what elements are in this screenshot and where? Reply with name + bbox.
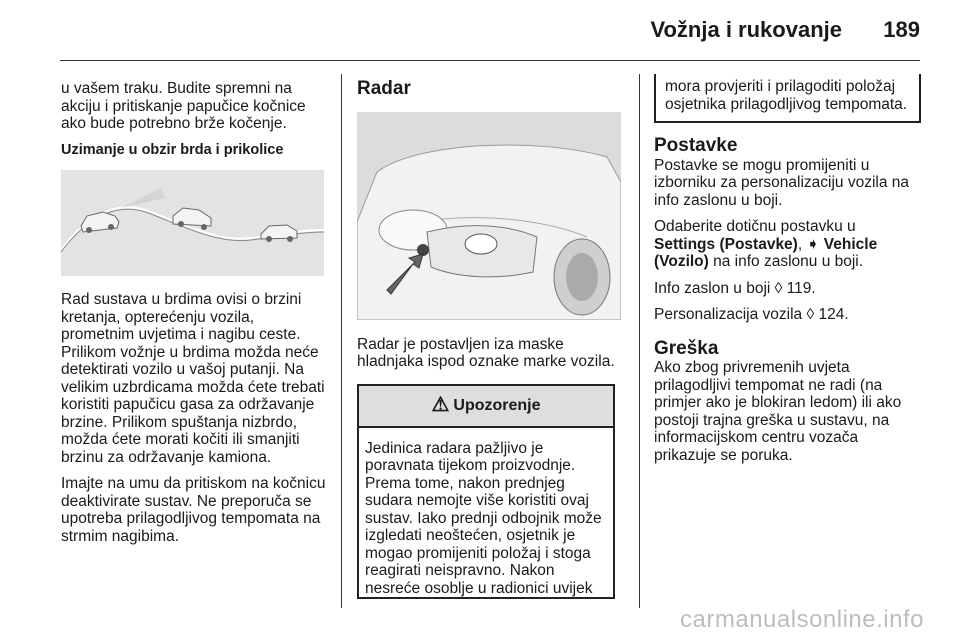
column-2 — [357, 80, 625, 599]
brake-paragraph: Imajte na umu da pritiskom na kočnicu deaktivirate sustav. Ne preporuča se upotreba prilagodljivog tempomata na strmim nagibima. — [61, 475, 326, 545]
car-3-icon — [261, 225, 297, 242]
column-1 — [61, 80, 327, 554]
car-front-graphic — [357, 112, 621, 320]
warning-box-continuation: mora provjeriti i prilagoditi položaj osjetnika prilagodljivog tempomata. — [654, 74, 921, 123]
header-divider — [60, 60, 920, 61]
page-number: 189 — [883, 17, 920, 42]
radar-heading: Radar — [357, 78, 411, 99]
settings-paragraph-2: Odaberite dotičnu postavku u Settings (Postavke), ➧ Vehicle (Vozilo) na info zaslonu u boji. — [654, 218, 878, 270]
warning-triangle-icon: ⚠ — [431, 393, 450, 416]
page-header — [0, 0, 960, 60]
hills-subheading: Uzimanje u obzir brda i prikolice — [61, 141, 284, 158]
hills-illustration — [61, 170, 324, 276]
error-paragraph: Ako zbog privremenih uvjeta prilagodljivi tempomat ne radi (na primjer ako je blokiran ledom) ili ako postoji trajna greška u sustavu, na informacijskom centru vozača prikazuje se poruka. — [654, 359, 902, 464]
warning-title: Upozorenje — [453, 396, 541, 414]
page-ref-icon: ◊ — [774, 279, 783, 297]
vehicle-menu-label: Vehicle (Vozilo) — [654, 235, 878, 270]
hills-paragraph: Rad sustava u brdima ovisi o brzini kretanja, opterećenju vozila, prometnim uvjetima i nagibu ceste. Prilikom vožnje u brdima možda neće detektirati vozilo u vašoj putanji. Na velikim uzbrdicama možda ćete trebati koristiti papučicu gasa za održavanje brzine. Prilikom spuštanja nizbrdo, možda ćete morati kočiti ili smanjiti brzinu za održavanje kamiona. — [61, 291, 325, 466]
radar-caption: Radar je postavljen iza maske hladnjaka ispod oznake marke vozila. — [357, 335, 615, 370]
warning-body: Jedinica radara pažljivo je poravnata tijekom proizvodnje. Prema tome, nakon prednjeg sudara nemojte više koristiti ovaj sustav. Iako prednji odbojnik može izgledati neoštećen, osjetnik je mogao promijeniti položaj i stoga reagirati neispravno. Nakon nesreće osoblje u radionici uvijek — [365, 439, 602, 597]
warning-header — [359, 386, 613, 428]
settings-heading: Postavke — [654, 135, 738, 156]
radar-illustration — [357, 112, 621, 320]
settings-paragraph-1: Postavke se mogu promijeniti u izborniku za personalizaciju vozila na info zaslonu u boji. — [654, 156, 910, 209]
personalization-reference: Personalizacija vozila ◊ 124. — [654, 306, 849, 323]
chapter-title: Vožnja i rukovanje — [650, 17, 842, 42]
page-ref-icon: ◊ — [806, 306, 815, 323]
info-display-reference: Info zaslon u boji ◊ 119. — [654, 279, 816, 297]
watermark: carmanualsonline.info — [680, 606, 924, 633]
column-divider-2 — [639, 74, 640, 608]
warning-box — [357, 384, 615, 600]
hills-cars-graphic — [61, 170, 324, 276]
intro-paragraph: u vašem traku. Budite spremni na akciju i pritiskanje papučice kočnice ako bude potrebno brže kočenje. — [61, 80, 306, 132]
menu-arrow-icon: ➧ — [806, 235, 820, 253]
settings-menu-label: Settings (Postavke) — [654, 235, 798, 253]
column-3 — [654, 74, 920, 473]
car-1-icon — [81, 212, 119, 233]
car-2-icon — [173, 208, 211, 230]
error-heading: Greška — [654, 337, 719, 359]
column-divider-1 — [341, 74, 342, 608]
